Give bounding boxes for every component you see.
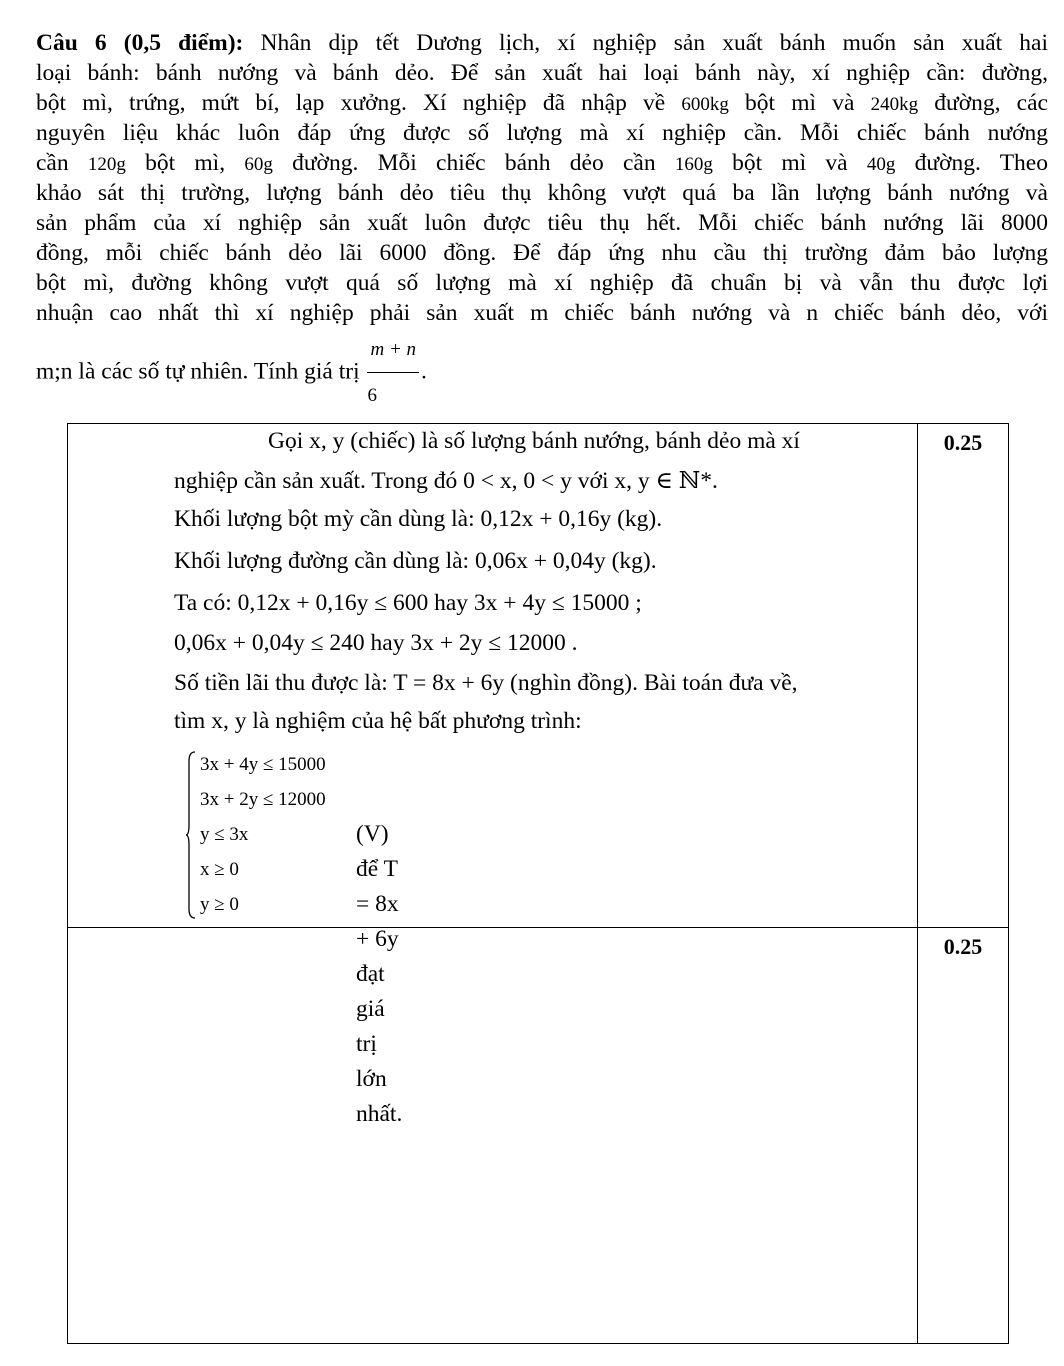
sol-line-3: Khối lượng bột mỳ cần dùng là: 0,12x + 0,16y (kg). bbox=[174, 506, 663, 532]
problem-line-10: nhuận cao nhất thì xí nghiệp phải sản xuất m chiếc bánh nướng và n chiếc bánh dẻo, với bbox=[36, 300, 1048, 326]
solution-row bbox=[68, 424, 1009, 928]
score-cell-1: 0.25 bbox=[918, 424, 1009, 928]
problem-line-6: khảo sát thị trường, lượng bánh dẻo tiêu thụ không vượt quá ba lần lượng bánh nướng và bbox=[36, 180, 1048, 206]
solution-row bbox=[68, 928, 1009, 1344]
system-label: (V) bbox=[356, 821, 389, 847]
system-tail: để T = 8x + 6y đạt giá trị lớn nhất. bbox=[356, 856, 403, 1127]
sol-line-7: Số tiền lãi thu được là: T = 8x + 6y (nghìn đồng). Bài toán đưa về, bbox=[174, 670, 798, 696]
problem-line-1: Câu 6 (0,5 điểm): Nhân dịp tết Dương lịch, xí nghiệp sản xuất bánh muốn sản xuất hai bbox=[36, 30, 1048, 56]
system-row: 3x + 4y ≤ 15000 bbox=[200, 754, 326, 775]
problem-line-3: bột mì, trứng, mứt bí, lạp xưởng. Xí nghiệp đã nhập về 600kg bột mì và 240kg đường, các bbox=[36, 90, 1048, 116]
problem-line-8: đồng, mỗi chiếc bánh dẻo lãi 6000 đồng. Để đáp ứng nhu cầu thị trường đảm bảo lượng bbox=[36, 240, 1048, 266]
sol-line-1: Gọi x, y (chiếc) là số lượng bánh nướng, bánh dẻo mà xí bbox=[268, 428, 800, 454]
inequality-system bbox=[186, 747, 403, 1127]
problem-line-9: bột mì, đường không vượt quá số lượng mà xí nghiệp đã chuẩn bị và vẫn thu được lợi bbox=[36, 270, 1048, 296]
problem-line-11: m;n là các số tự nhiên. Tính giá trị $\frac{m + n}{6}$ . bbox=[36, 328, 1048, 372]
problem-line-5: cần 120g bột mì, 60g đường. Mỗi chiếc bánh dẻo cần 160g bột mì và 40g đường. Theo bbox=[36, 150, 1048, 176]
score-cell-2: 0.25 bbox=[918, 928, 1009, 1344]
problem-statement bbox=[36, 28, 1048, 406]
system-row: y ≥ 0 bbox=[200, 894, 239, 915]
problem-line-7: sản phẩm của xí nghiệp sản xuất luôn được tiêu thụ hết. Mỗi chiếc bánh nướng lãi 8000 bbox=[36, 210, 1048, 236]
sol-line-6: 0,06x + 0,04y ≤ 240 hay 3x + 2y ≤ 12000 . bbox=[174, 630, 578, 656]
sol-line-5: Ta có: 0,12x + 0,16y ≤ 600 hay 3x + 4y ≤ 15000 ; bbox=[174, 590, 642, 616]
system-row: x ≥ 0 bbox=[200, 859, 239, 880]
question-label: Câu 6 (0,5 điểm): bbox=[36, 30, 244, 56]
system-row: y ≤ 3x (V) để T = 8x + 6y đạt giá trị lớn nhất. bbox=[200, 821, 403, 1127]
sol-line-4: Khối lượng đường cần dùng là: 0,06x + 0,04y (kg). bbox=[174, 548, 657, 574]
solution-cell-1 bbox=[68, 424, 918, 1127]
brace-icon bbox=[186, 751, 196, 919]
solution-cell-2 bbox=[68, 928, 918, 1344]
system-row: 3x + 2y ≤ 12000 bbox=[200, 789, 326, 810]
problem-line-4: nguyên liệu khác luôn đáp ứng được số lượng mà xí nghiệp cần. Mỗi chiếc bánh nướng bbox=[36, 120, 1048, 146]
problem-line-2: loại bánh: bánh nướng và bánh dẻo. Để sản xuất hai loại bánh này, xí nghiệp cần: đường, bbox=[36, 60, 1048, 86]
fraction: $\frac{m + n}{6}$ bbox=[367, 328, 419, 418]
solution-table bbox=[67, 423, 1009, 1344]
sol-line-2: nghiệp cần sản xuất. Trong đó 0 < x, 0 < y với x, y ∈ ℕ*. bbox=[174, 468, 718, 494]
sol-line-8: tìm x, y là nghiệm của hệ bất phương trình: bbox=[174, 708, 582, 734]
